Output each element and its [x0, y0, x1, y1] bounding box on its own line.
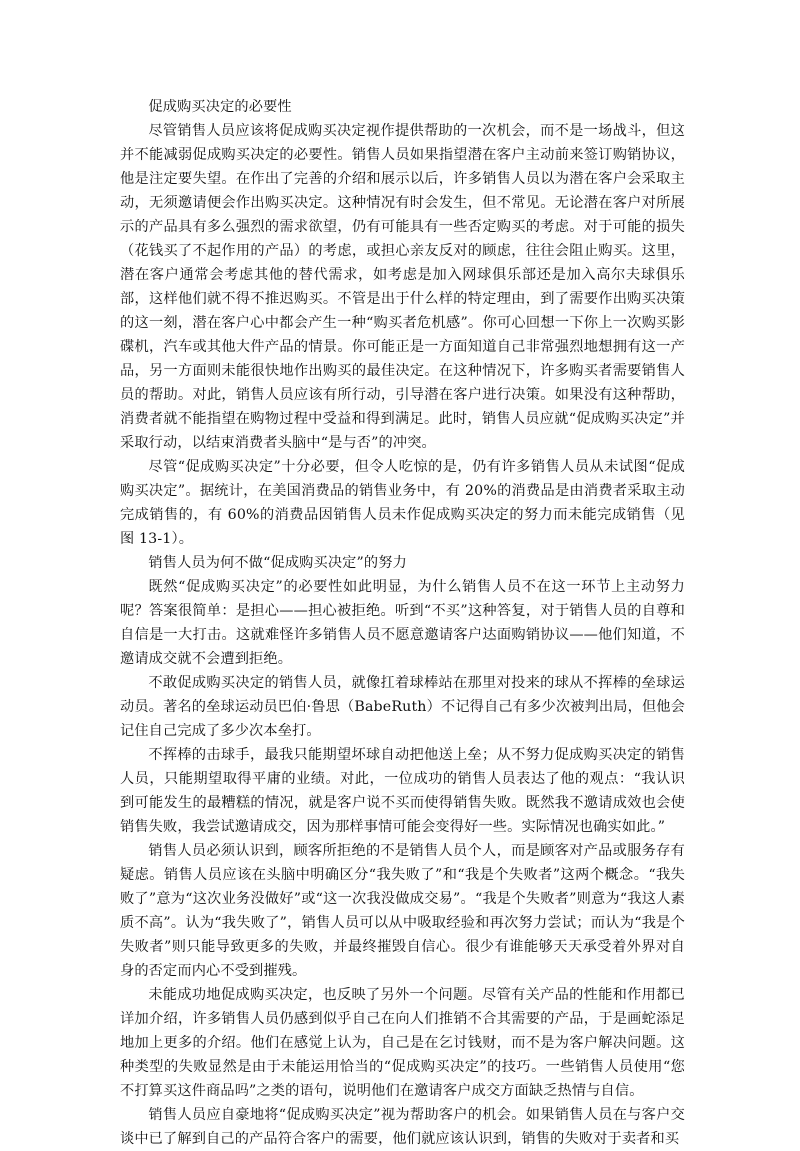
paragraph-3: 既然“促成购买决定”的必要性如此明显，为什么销售人员不在这一环节上主动努力呢？答案很简单：是担心——担心被拒绝。听到“不买”这种答复，对于销售人员的自尊和自信是一大打击。这就难怪许多销售人员不愿意邀请客户达面购销协议——他们知道，不邀请成交就不会遭到拒绝。 — [120, 579, 685, 667]
paragraph-5: 不挥棒的击球手，最我只能期望坏球自动把他送上垒；从不努力促成购买决定的销售人员，只能期望取得平庸的业绩。对此，一位成功的销售人员表达了他的观点：“我认识到可能发生的最糟糕的情况，就是客户说不买而使得销售失败。既然我不邀请成效也会使销售失败，我尝试邀请成交，因为那样事情可能会变得好一些。实际情况也确实如此。” — [120, 747, 685, 835]
section-title-necessity: 促成购买决定的必要性 — [148, 99, 292, 115]
paragraph-4: 不敢促成购买决定的销售人员，就像扛着球棒站在那里对投来的球从不挥棒的垒球运动员。著名的垒球运动员巴伯·鲁思（BabeRuth）不记得自己有多少次被判出局，但他会记住自己完成了多少次本垒打。 — [120, 675, 685, 739]
paragraph-1: 尽管销售人员应该将促成购买决定视作提供帮助的一次机会，而不是一场战斗，但这并不能减弱促成购买决定的必要性。销售人员如果指望潜在客户主动前来签订购销协议，他是注定要失望。在作出了完善的介绍和展示以后，许多销售人员以为潜在客户会采取主动，无须邀请便会作出购买决定。这种情况有时会发生，但不常见。无论潜在客户对所展示的产品具有多么强烈的需求欲望，仍有可能具有一些否定购买的考虑。对于可能的损失（花钱买了不起作用的产品）的考虑，或担心亲友反对的顾虑，往往会阻止购买。这里，潜在客户通常会考虑其他的替代需求，如考虑是加入网球俱乐部还是加入高尔夫球俱乐部，这样他们就不得不推迟购买。不管是出于什么样的特定理由，到了需要作出购买决策的这一刻，潜在客户心中都会产生一种“购买者危机感”。你可心回想一下你上一次购买影碟机，汽车或其他大件产品的情景。你可能正是一方面知道自己非常强烈地想拥有这一产品，另一方面则未能很快地作出购买的最佳决定。在这种情况下，许多购买者需要销售人员的帮助。对此，销售人员应该有所行动，引导潜在客户进行决策。如果没有这种帮助，消费者就不能指望在购物过程中受益和得到满足。此时，销售人员应就“促成购买决定”并采取行动，以结束消费者头脑中“是与否”的冲突。 — [120, 123, 685, 451]
paragraph-7: 未能成功地促成购买决定，也反映了另外一个问题。尽管有关产品的性能和作用都已详加介绍，许多销售人员仍感到似乎自己在向人们推销不合其需要的产品，于是画蛇添足地加上更多的介绍。他们在感觉上认为，自己是在乞讨钱财，而不是为客户解决问题。这种类型的失败显然是由于未能运用恰当的“促成购买决定”的技巧。一些销售人员使用“您不打算买这件商品吗”之类的语句，说明他们在邀请客户成交方面缺乏热情与自信。 — [120, 987, 685, 1099]
paragraph-2: 尽管“促成购买决定”十分必要，但令人吃惊的是，仍有许多销售人员从未试图“促成购买决定”。据统计，在美国消费品的销售业务中，有 20%的消费品是由消费者采取主动完成销售的，有 60%的消费品因销售人员未作促成购买决定的努力而未能完成销售（见图 13-1）。 — [120, 459, 685, 547]
section-title-why-not: 销售人员为何不做“促成购买决定”的努力 — [148, 555, 407, 571]
paragraph-8: 销售人员应自豪地将“促成购买决定”视为帮助客户的机会。如果销售人员在与客户交谈中已了解到自己的产品符合客户的需要，他们就应该认识到，销售的失败对于卖者和买 — [120, 1107, 685, 1147]
document-body — [120, 95, 685, 1151]
paragraph-6: 销售人员必须认识到，顾客所拒绝的不是销售人员个人，而是顾客对产品或服务存有疑虑。销售人员应该在头脑中明确区分“我失败了”和“我是个失败者”这两个概念。“我失败了”意为“这次业务没做好”或“这一次我没做成交易”。“我是个失败者”则意为“我这人素质不高”。认为“我失败了”，销售人员可以从中吸取经验和再次努力尝试；而认为“我是个失败者”则只能导致更多的失败，并最终摧毁自信心。很少有谁能够天天承受着外界对自身的否定而内心不受到摧残。 — [120, 843, 685, 979]
